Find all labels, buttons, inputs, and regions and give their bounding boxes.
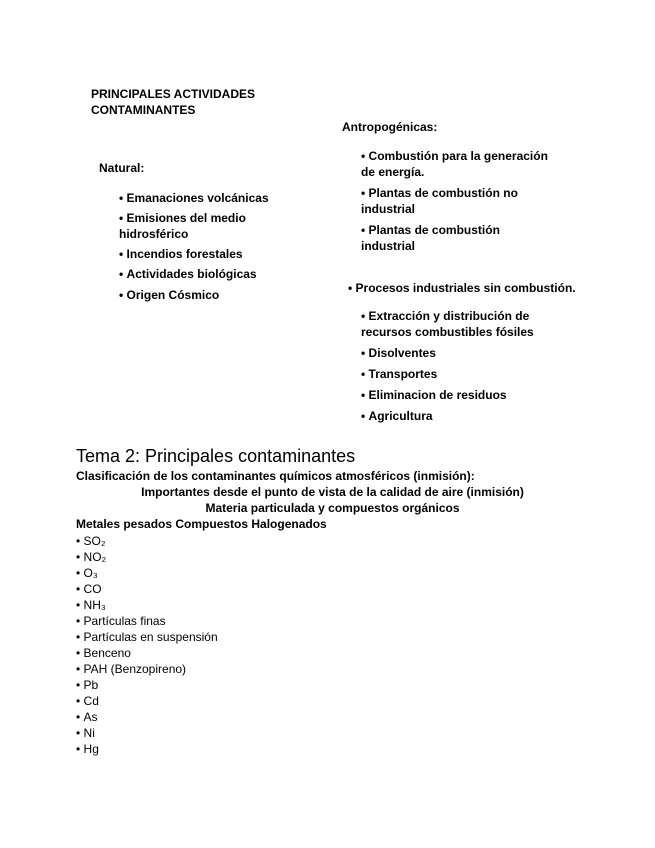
contaminante-item: • PAH (Benzopireno) bbox=[76, 661, 218, 677]
contaminante-item: • Partículas en suspensión bbox=[76, 629, 218, 645]
contaminante-item: • SO₂ bbox=[76, 533, 218, 549]
combustion-item bbox=[361, 222, 500, 254]
sin-combustion-item: • Transportes bbox=[361, 366, 437, 382]
clasificacion-text: Clasificación de los contaminantes químicos atmosféricos (inmisión): bbox=[76, 469, 475, 483]
metales-text: Metales pesados Compuestos Halogenados bbox=[76, 517, 327, 531]
section-heading bbox=[91, 86, 255, 118]
importantes-text: Importantes desde el punto de vista de la calidad de aire (inmisión) bbox=[141, 485, 524, 499]
sin-combustion-label: • Procesos industriales sin combustión. bbox=[348, 280, 576, 296]
sin-combustion-item: • Agricultura bbox=[361, 408, 433, 424]
sin-combustion-item-line-1: • Extracción y distribución de bbox=[361, 308, 534, 324]
contaminante-item: • O₃ bbox=[76, 565, 218, 581]
combustion-item bbox=[361, 148, 548, 180]
combustion-item-line-1: • Combustión para la generación bbox=[361, 148, 548, 164]
contaminante-item: • As bbox=[76, 709, 218, 725]
contaminante-item: • Hg bbox=[76, 741, 218, 757]
combustion-item-line-2: industrial bbox=[361, 239, 416, 253]
natural-item: • Emisiones del medio bbox=[119, 210, 269, 226]
combustion-item-line-2: industrial bbox=[361, 202, 416, 216]
materia-text: Materia particulada y compuestos orgánicos bbox=[205, 501, 460, 515]
contaminante-item: • Benceno bbox=[76, 645, 218, 661]
antropogenicas-label: Antropogénicas: bbox=[342, 120, 438, 134]
natural-item: • Origen Cósmico bbox=[119, 287, 269, 307]
natural-item-continuation: hidrosférico bbox=[119, 227, 189, 241]
contaminante-item: • Partículas finas bbox=[76, 613, 218, 629]
contaminantes-list bbox=[76, 533, 218, 757]
sin-combustion-item: • Disolventes bbox=[361, 345, 436, 361]
natural-list bbox=[119, 190, 269, 307]
sin-combustion-item-line-2: recursos combustibles fósiles bbox=[361, 325, 534, 339]
section-heading-line-2: CONTAMINANTES bbox=[91, 103, 196, 117]
natural-label: Natural: bbox=[99, 161, 145, 175]
sin-combustion-item bbox=[361, 308, 534, 340]
tema-title: Tema 2: Principales contaminantes bbox=[76, 446, 356, 466]
natural-item: • Incendios forestales bbox=[119, 246, 269, 266]
natural-item: • Actividades biológicas bbox=[119, 266, 269, 287]
contaminante-item: • Cd bbox=[76, 693, 218, 709]
contaminante-item: • NH₃ bbox=[76, 597, 218, 613]
combustion-item bbox=[361, 185, 518, 217]
combustion-item-line-1: • Plantas de combustión no bbox=[361, 185, 518, 201]
natural-item: • Emanaciones volcánicas bbox=[119, 190, 269, 210]
section-heading-line-1: PRINCIPALES ACTIVIDADES bbox=[91, 87, 256, 101]
combustion-item-line-2: de energía. bbox=[361, 165, 425, 179]
contaminante-item: • Pb bbox=[76, 677, 218, 693]
sin-combustion-item: • Eliminacion de residuos bbox=[361, 387, 507, 403]
contaminante-item: • CO bbox=[76, 581, 218, 597]
combustion-item-line-1: • Plantas de combustión bbox=[361, 222, 500, 238]
contaminante-item: • Ni bbox=[76, 725, 218, 741]
contaminante-item: • NO₂ bbox=[76, 549, 218, 565]
